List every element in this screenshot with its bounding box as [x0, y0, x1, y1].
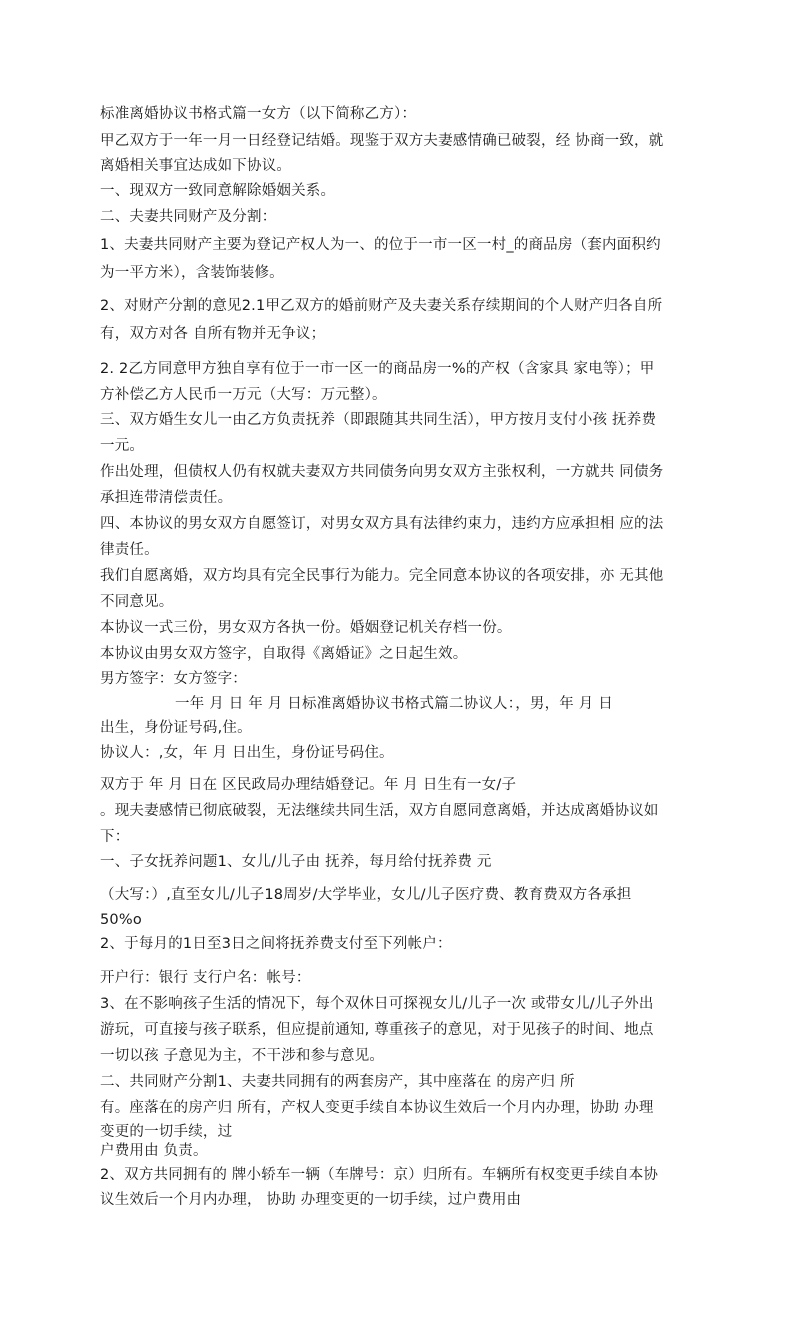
text-line: 变更的一切手续，过: [100, 1124, 233, 1140]
text-line: 出生，身份证号码,住。: [100, 720, 252, 736]
text-line: 一年 月 日 年 月 日标准离婚协议书格式篇二协议人：，男，年 月 日: [175, 696, 614, 712]
text-line: 我们自愿离婚，双方均具有完全民事行为能力。完全同意本协议的各项安排，亦 无其他: [100, 568, 664, 584]
text-line: 二、共同财产分割1、夫妻共同拥有的两套房产，其中座落在 的房产归 所: [100, 1074, 575, 1090]
text-line: 协议人：,女，年 月 日出生，身份证号码住。: [100, 745, 394, 761]
text-line: 2、对财产分割的意见2.1甲乙双方的婚前财产及夫妻关系存续期间的个人财产归各自所: [100, 298, 663, 314]
text-line: 律责任。: [100, 542, 159, 558]
text-line: 有，双方对各 自所有物并无争议；: [100, 326, 326, 342]
text-line: 2、双方共同拥有的 牌小轿车一辆（车牌号：京）归所有。车辆所有权变更手续自本协: [100, 1167, 659, 1183]
text-line: 男方签字：女方签字：: [100, 671, 247, 687]
text-line: 三、双方婚生女儿一由乙方负责抚养（即跟随其共同生活），甲方按月支付小孩 抚养费: [100, 412, 657, 428]
text-line: 3、在不影响孩子生活的情况下，每个双休日可探视女儿/儿子一次 或带女儿/儿子外出: [100, 996, 654, 1012]
text-line: 50%o: [100, 912, 142, 928]
text-line: 有。座落在的房产归 所有，产权人变更手续自本协议生效后一个月内办理，协助 办理: [100, 1100, 654, 1116]
text-line: 标准离婚协议书格式篇一女方（以下简称乙方）：: [100, 106, 417, 122]
text-line: 承担连带清偿责任。: [100, 490, 233, 506]
text-line: 甲乙双方于一年一月一日经登记结婚。现鉴于双方夫妻感情确已破裂，经 协商一致，就: [100, 133, 664, 149]
text-line: 一元。: [100, 438, 145, 454]
text-line: 本协议一式三份，男女双方各执一份。婚姻登记机关存档一份。: [100, 620, 512, 636]
text-line: 2. 2乙方同意甲方独自享有位于一市一区一的商品房一%的产权（含家具 家电等）；甲: [100, 361, 655, 377]
text-line: 一切以孩 子意见为主，不干涉和参与意见。: [100, 1048, 385, 1064]
text-line: 1、夫妻共同财产主要为登记产权人为一、的位于一市一区一村_的商品房（套内面积约: [100, 237, 661, 253]
text-line: 户费用由 负责。: [100, 1143, 208, 1159]
text-line: 一、子女抚养问题1、女儿/儿子由 抚养，每月给付抚养费 元: [100, 854, 492, 870]
text-line: 方补偿乙方人民币一万元（大写：万元整）。: [100, 387, 387, 403]
text-line: 开户行：银行 支行户名：帐号：: [100, 970, 311, 986]
text-line: 游玩，可直接与孩子联系，但应提前通知, 尊重孩子的意见，对于见孩子的时间、地点: [100, 1022, 654, 1038]
text-line: 。现夫妻感情已彻底破裂，无法继续共同生活，双方自愿同意离婚，并达成离婚协议如: [100, 803, 659, 819]
text-line: 作出处理，但债权人仍有权就夫妻双方共同债务向男女双方主张权利，一方就共 同债务: [100, 464, 664, 480]
text-line: 下：: [100, 829, 130, 845]
text-line: 双方于 年 月 日在 区民政局办理结婚登记。年 月 日生有一女/子: [100, 777, 517, 793]
text-line: 二、夫妻共同财产及分割：: [100, 209, 277, 225]
text-line: 议生效后一个月内办理， 协助 办理变更的一切手续，过户费用由: [100, 1192, 522, 1208]
text-line: 2、于每月的1日至3日之间将抚养费支付至下列帐户：: [100, 936, 452, 952]
text-line: （大写：）,直至女儿/儿子18周岁/大学毕业，女儿/儿子医疗费、教育费双方各承担: [100, 887, 632, 903]
text-line: 不同意见。: [100, 594, 174, 610]
text-line: 离婚相关事宜达成如下协议。: [100, 158, 292, 174]
text-line: 为一平方米），含装饰装修。: [100, 265, 284, 281]
text-line: 本协议由男女双方签字，自取得《离婚证》之日起生效。: [100, 646, 468, 662]
text-line: 四、本协议的男女双方自愿签订，对男女双方具有法律约束力，违约方应承担相 应的法: [100, 516, 664, 532]
text-line: 一、现双方一致同意解除婚姻关系。: [100, 183, 336, 199]
